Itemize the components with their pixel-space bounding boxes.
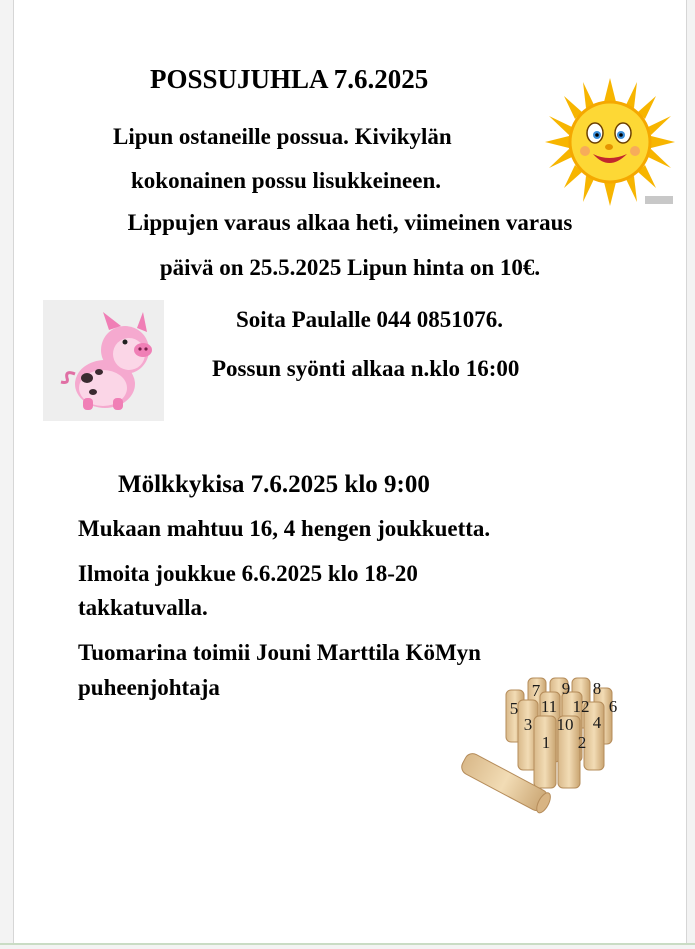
pin-label: 11	[540, 697, 558, 716]
molkky-line-3: takkatuvalla.	[78, 595, 208, 620]
pin-label: 6	[608, 697, 618, 716]
eating-time-line: Possun syönti alkaa n.klo 16:00	[212, 356, 520, 381]
contact-line: Soita Paulalle 044 0851076.	[236, 307, 504, 332]
pin-label: 3	[523, 715, 533, 734]
page-bottom-edge	[0, 943, 695, 945]
molkky-heading: Mölkkykisa 7.6.2025 klo 9:00	[118, 471, 430, 498]
text-line-2: kokonainen possu lisukkeineen.	[131, 168, 441, 193]
page-title: POSSUJUHLA 7.6.2025	[150, 64, 429, 94]
pin-label: 5	[509, 699, 519, 718]
text-line-3: Lippujen varaus alkaa heti, viimeinen varaus	[127, 210, 573, 235]
pink-pig-icon	[43, 300, 164, 421]
molkky-line-1: Mukaan mahtuu 16, 4 hengen joukkuetta.	[78, 516, 491, 541]
molkky-line-5: puheenjohtaja	[78, 675, 220, 700]
text-line-4: päivä on 25.5.2025 Lipun hinta on 10€.	[159, 255, 541, 280]
sun-face-icon	[545, 78, 675, 206]
molkky-pins-icon	[458, 672, 633, 818]
pin-label: 9	[561, 679, 571, 698]
pin-label: 8	[592, 679, 602, 698]
pin-label: 12	[572, 697, 590, 716]
text-line-1: Lipun ostaneille possua. Kivikylän	[113, 124, 452, 149]
pin-label: 7	[531, 681, 541, 700]
pin-label: 1	[541, 733, 551, 752]
pin-label: 4	[592, 713, 602, 732]
molkky-line-2: Ilmoita joukkue 6.6.2025 klo 18-20	[78, 561, 418, 586]
pin-label: 10	[556, 715, 574, 734]
molkky-line-4: Tuomarina toimii Jouni Marttila KöMyn	[78, 640, 481, 665]
pin-label: 2	[577, 733, 587, 752]
